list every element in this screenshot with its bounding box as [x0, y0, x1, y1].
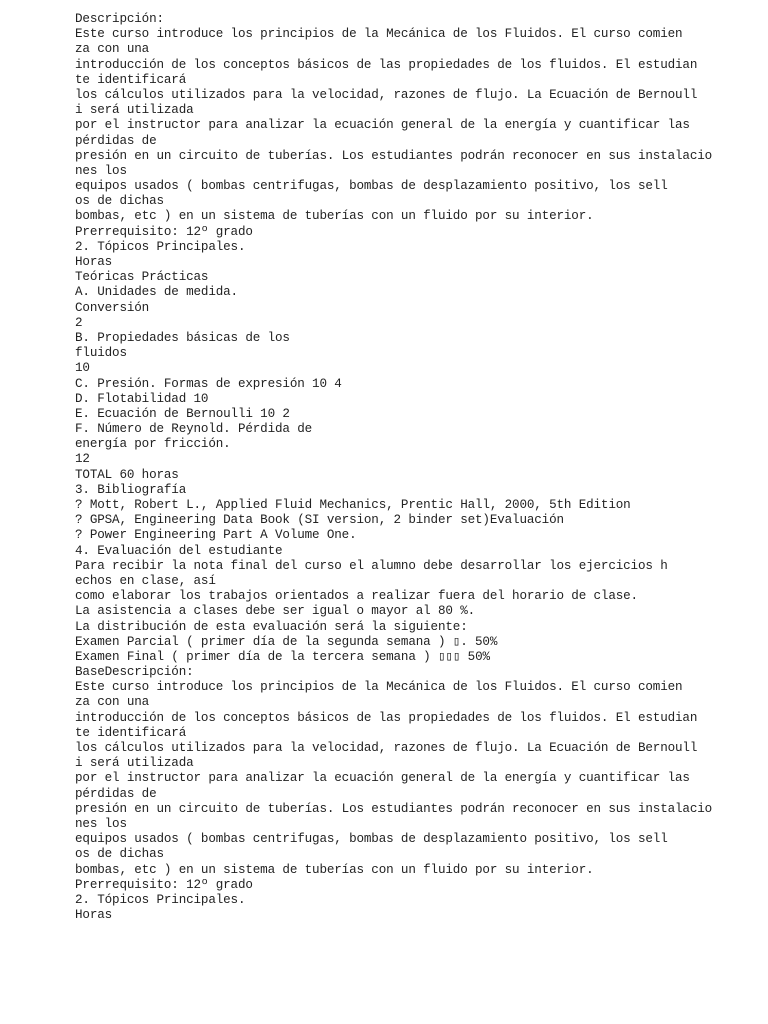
text-line: por el instructor para analizar la ecuación general de la energía y cuantificar las [75, 771, 690, 786]
text-line: ? Mott, Robert L., Applied Fluid Mechanics, Prentic Hall, 2000, 5th Edition [75, 498, 631, 512]
text-line: pérdidas de [75, 786, 157, 801]
text-line: ? Power Engineering Part A Volume One. [75, 528, 357, 543]
text-line: 2 [75, 315, 83, 330]
text-line: C. Presión. Formas de expresión 10 4 [75, 376, 342, 391]
text-line: te identificará [75, 72, 187, 87]
text-line: fluidos [75, 346, 127, 361]
text-line: 12 [75, 452, 90, 467]
text-line: TOTAL 60 horas [75, 467, 179, 482]
text-line: Conversión [75, 300, 150, 315]
text-line: ? GPSA, Engineering Data Book (SI version, 2 binder set)Evaluación [75, 513, 564, 528]
text-line: los cálculos utilizados para la velocidad, razones de flujo. La Ecuación de Bernoull [75, 87, 698, 102]
text-line: La distribución de esta evaluación será la siguiente: [75, 619, 468, 634]
text-line: Horas [75, 908, 113, 923]
text-line: nes los [75, 816, 127, 831]
text-line: Este curso introduce los principios de la Mecánica de los Fluidos. El curso comien [75, 27, 683, 42]
text-line: os de dichas [75, 847, 164, 862]
text-line: pérdidas de [75, 133, 157, 148]
text-line: te identificará [75, 725, 187, 740]
text-line: i será utilizada [75, 103, 194, 118]
text-line: A. Unidades de medida. [75, 285, 238, 300]
text-line: Descripción: [75, 12, 164, 26]
text-line: F. Número de Reynold. Pérdida de [75, 422, 313, 437]
text-line: La asistencia a clases debe ser igual o mayor al 80 %. [75, 604, 476, 619]
text-line: E. Ecuación de Bernoulli 10 2 [75, 406, 290, 421]
text-line: 3. Bibliografía [75, 482, 187, 497]
text-line: energía por fricción. [75, 437, 231, 452]
text-line: introducción de los conceptos básicos de las propiedades de los fluidos. El estudian [75, 710, 698, 725]
text-line: i será utilizada [75, 756, 194, 771]
text-line: D. Flotabilidad 10 [75, 391, 209, 406]
text-line: bombas, etc ) en un sistema de tuberías con un fluido por su interior. [75, 862, 594, 877]
text-line: equipos usados ( bombas centrifugas, bombas de desplazamiento positivo, los sell [75, 179, 668, 194]
text-line: como elaborar los trabajos orientados a realizar fuera del horario de clase. [75, 589, 638, 604]
text-line: nes los [75, 163, 127, 178]
text-line: za con una [75, 695, 150, 710]
text-line: 10 [75, 361, 90, 376]
text-line: Este curso introduce los principios de la Mecánica de los Fluidos. El curso comien [75, 680, 683, 695]
text-line: 2. Tópicos Principales. [75, 892, 246, 907]
text-line: Teóricas Prácticas [75, 270, 209, 285]
text-line: Prerrequisito: 12º grado [75, 224, 253, 239]
document-body [75, 12, 755, 923]
text-line: Para recibir la nota final del curso el alumno debe desarrollar los ejercicios h [75, 558, 668, 573]
text-line: Examen Parcial ( primer día de la segunda semana ) ▯. 50% [75, 634, 498, 649]
text-line: equipos usados ( bombas centrifugas, bombas de desplazamiento positivo, los sell [75, 832, 668, 847]
text-line: B. Propiedades básicas de los [75, 330, 290, 345]
text-line: los cálculos utilizados para la velocidad, razones de flujo. La Ecuación de Bernoull [75, 741, 698, 755]
text-line: BaseDescripción: [75, 665, 194, 680]
text-line: bombas, etc ) en un sistema de tuberías con un fluido por su interior. [75, 209, 594, 224]
text-line: Examen Final ( primer día de la tercera semana ) ▯▯▯ 50% [75, 649, 490, 664]
text-line: os de dichas [75, 194, 164, 209]
text-line: Prerrequisito: 12º grado [75, 877, 253, 892]
text-line: Horas [75, 255, 113, 269]
text-line: por el instructor para analizar la ecuación general de la energía y cuantificar las [75, 118, 690, 133]
text-line: za con una [75, 42, 150, 57]
text-line: 2. Tópicos Principales. [75, 239, 246, 254]
text-line: echos en clase, así [75, 573, 216, 588]
text-line: introducción de los conceptos básicos de las propiedades de los fluidos. El estudian [75, 57, 698, 72]
text-line: 4. Evaluación del estudiante [75, 543, 283, 558]
text-line: presión en un circuito de tuberías. Los estudiantes podrán reconocer en sus instalacio [75, 801, 713, 816]
text-line: presión en un circuito de tuberías. Los estudiantes podrán reconocer en sus instalacio [75, 148, 713, 163]
